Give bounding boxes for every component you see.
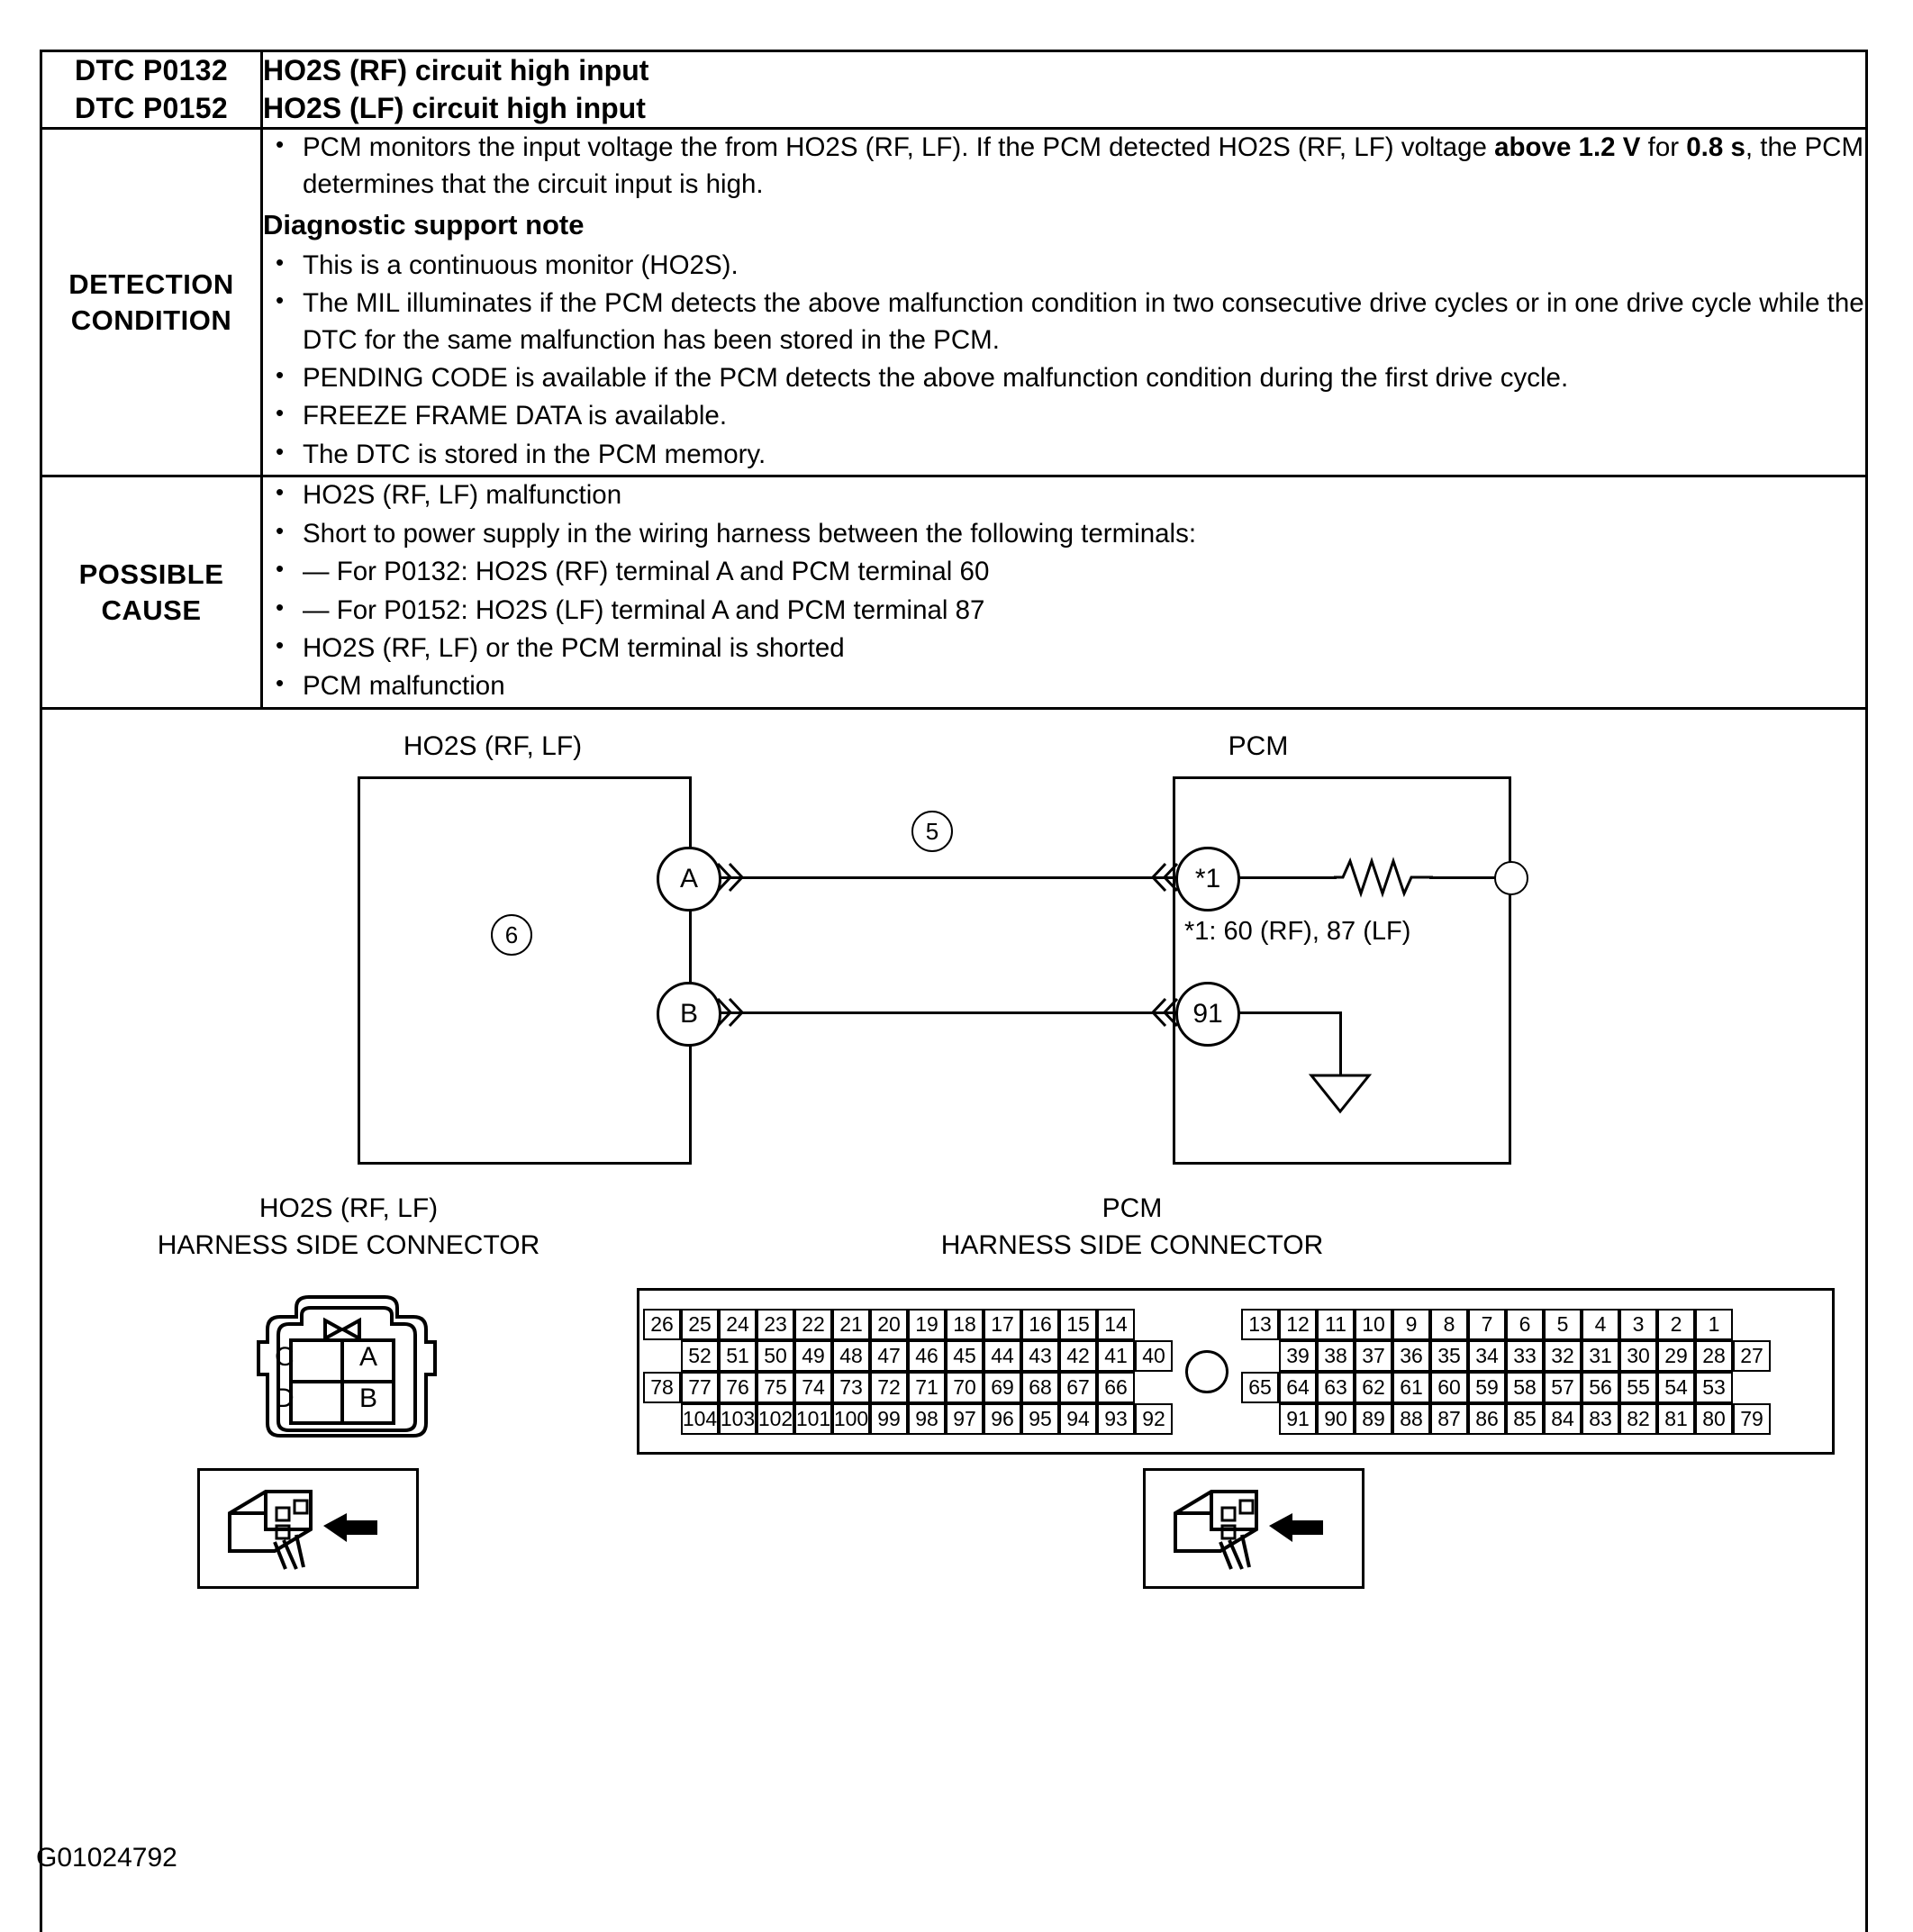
- diagnostic-support-note-list: [263, 248, 1865, 473]
- pin: 74: [794, 1372, 832, 1403]
- pin: 78: [643, 1372, 681, 1403]
- pin: 96: [984, 1403, 1021, 1435]
- detection-condition-label: [41, 129, 262, 476]
- table-row-detection-condition: [41, 129, 1867, 476]
- pin: 37: [1355, 1340, 1392, 1372]
- ho2s-connector-title-line1: HO2S (RF, LF): [258, 1193, 439, 1224]
- pin: 2: [1657, 1309, 1695, 1340]
- pin-spacer: [1241, 1403, 1279, 1435]
- ho2s-reference-marker: 6: [491, 914, 532, 956]
- pin: 15: [1059, 1309, 1097, 1340]
- pin: 51: [719, 1340, 757, 1372]
- pin: 28: [1695, 1340, 1733, 1372]
- pin: 36: [1392, 1340, 1430, 1372]
- pin: 80: [1695, 1403, 1733, 1435]
- pin: 70: [946, 1372, 984, 1403]
- pin: 56: [1582, 1372, 1619, 1403]
- pin: 77: [681, 1372, 719, 1403]
- ho2s-pin-a: A: [359, 1342, 378, 1373]
- pin: 79: [1733, 1403, 1771, 1435]
- pin: 14: [1097, 1309, 1135, 1340]
- pin: 67: [1059, 1372, 1097, 1403]
- pin: 31: [1582, 1340, 1619, 1372]
- pcm-pin-grid-left: [643, 1309, 1173, 1435]
- table-row-header: [41, 51, 1867, 129]
- detection-condition-label-line2: CONDITION: [70, 304, 232, 336]
- pin: 42: [1059, 1340, 1097, 1372]
- list-item: • PCM malfunction: [263, 668, 1865, 704]
- pin-row: [643, 1372, 1173, 1403]
- pin-spacer: [1135, 1372, 1173, 1403]
- pin: 101: [794, 1403, 832, 1435]
- list-item: • Short to power supply in the wiring harness between the following terminals:: [263, 516, 1865, 552]
- pin: 100: [832, 1403, 870, 1435]
- pin: 44: [984, 1340, 1021, 1372]
- pin: 62: [1355, 1372, 1392, 1403]
- detection-threshold-time: 0.8 s: [1686, 132, 1745, 163]
- list-item: • HO2S (RF, LF) malfunction: [263, 477, 1865, 513]
- pin: 99: [870, 1403, 908, 1435]
- pin-spacer: [1135, 1309, 1173, 1340]
- pin: 103: [719, 1403, 757, 1435]
- pin: 21: [832, 1309, 870, 1340]
- list-item: • FREEZE FRAME DATA is available.: [263, 398, 1865, 434]
- pin: 97: [946, 1403, 984, 1435]
- list-item: • HO2S (RF, LF) or the PCM terminal is shorted: [263, 630, 1865, 667]
- pin: 26: [643, 1309, 681, 1340]
- pin: 48: [832, 1340, 870, 1372]
- wiring-diagram-cell: [41, 708, 1867, 1932]
- pin: 82: [1619, 1403, 1657, 1435]
- dtc-description-1: HO2S (RF) circuit high input: [263, 54, 649, 86]
- ho2s-block-title: HO2S (RF, LF): [403, 731, 583, 762]
- pcm-terminal-note: *1: 60 (RF), 87 (LF): [1184, 917, 1411, 947]
- pin: 38: [1317, 1340, 1355, 1372]
- pin: 34: [1468, 1340, 1506, 1372]
- pin: 46: [908, 1340, 946, 1372]
- pin-row: [643, 1340, 1173, 1372]
- ho2s-connector-shell-icon: [242, 1288, 451, 1446]
- pcm-terminal-91: 91: [1175, 982, 1240, 1047]
- pin: 7: [1468, 1309, 1506, 1340]
- possible-cause-list: [263, 477, 1865, 704]
- pin: 88: [1392, 1403, 1430, 1435]
- pin: 20: [870, 1309, 908, 1340]
- list-item: • This is a continuous monitor (HO2S).: [263, 248, 1865, 284]
- pin: 27: [1733, 1340, 1771, 1372]
- detection-threshold-voltage: above 1.2 V: [1494, 132, 1641, 163]
- pin: 86: [1468, 1403, 1506, 1435]
- pcm-block-title: PCM: [1228, 731, 1289, 762]
- dtc-table: [40, 50, 1868, 1932]
- possible-cause-label-line1: POSSIBLE: [78, 558, 224, 590]
- pin: 59: [1468, 1372, 1506, 1403]
- pin: 9: [1392, 1309, 1430, 1340]
- pin-row: [643, 1403, 1173, 1435]
- pin: 40: [1135, 1340, 1173, 1372]
- ho2s-pin-b: B: [359, 1383, 378, 1414]
- pin: 45: [946, 1340, 984, 1372]
- ho2s-component-box: [358, 776, 692, 1165]
- pin: 29: [1657, 1340, 1695, 1372]
- pin: 81: [1657, 1403, 1695, 1435]
- pin: 102: [757, 1403, 794, 1435]
- pcm-connector-pin-grid: [637, 1288, 1835, 1455]
- ground-wire-vertical: [1339, 1011, 1342, 1076]
- pin: 47: [870, 1340, 908, 1372]
- pin: 55: [1619, 1372, 1657, 1403]
- ho2s-terminal-a: A: [657, 847, 721, 912]
- detection-intro-text: PCM monitors the input voltage the from HO2S (RF, LF). If the PCM detected HO2S (RF, LF) voltage: [303, 132, 1487, 163]
- pin: 41: [1097, 1340, 1135, 1372]
- pin: 87: [1430, 1403, 1468, 1435]
- pin: 98: [908, 1403, 946, 1435]
- pin: 10: [1355, 1309, 1392, 1340]
- pin: 95: [1021, 1403, 1059, 1435]
- pcm-internal-wire-right: [1429, 876, 1500, 879]
- pin-row: [1241, 1340, 1771, 1372]
- figure-id: G01024792: [36, 1843, 177, 1873]
- list-item: • The MIL illuminates if the PCM detects the above malfunction condition in two consecutive drive cycles or in one drive cycle while the DTC for the same malfunction has been stored in the PCM.: [263, 286, 1865, 358]
- pcm-connector-title-line1: PCM: [1102, 1193, 1163, 1224]
- pin: 19: [908, 1309, 946, 1340]
- dtc-code-1: DTC P0132: [75, 54, 228, 86]
- ho2s-pin-c: C: [275, 1342, 295, 1373]
- pin-row: [1241, 1372, 1771, 1403]
- pin: 13: [1241, 1309, 1279, 1340]
- dtc-code-cell: [41, 51, 262, 129]
- dtc-code-2: DTC P0152: [75, 91, 228, 124]
- pin-spacer: [643, 1403, 681, 1435]
- detection-condition-list: [263, 130, 1865, 203]
- pin: 72: [870, 1372, 908, 1403]
- pcm-terminal-star1: *1: [1175, 847, 1240, 912]
- pcm-internal-node: [1494, 861, 1528, 895]
- pcm-internal-wire-left: [1233, 876, 1337, 879]
- pin: 24: [719, 1309, 757, 1340]
- pin: 8: [1430, 1309, 1468, 1340]
- pcm-connector-plug-icon: [1156, 1479, 1348, 1578]
- ground-wire-horizontal: [1233, 1011, 1341, 1014]
- pin-row: [1241, 1403, 1771, 1435]
- pin: 22: [794, 1309, 832, 1340]
- pin: 12: [1279, 1309, 1317, 1340]
- pin: 76: [719, 1372, 757, 1403]
- pin: 83: [1582, 1403, 1619, 1435]
- pin-spacer: [1241, 1340, 1279, 1372]
- pin-row: [643, 1309, 1173, 1340]
- pin: 17: [984, 1309, 1021, 1340]
- resistor-symbol: [1334, 854, 1433, 901]
- pin: 90: [1317, 1403, 1355, 1435]
- pin: 93: [1097, 1403, 1135, 1435]
- pin-spacer: [1733, 1372, 1771, 1403]
- pin: 3: [1619, 1309, 1657, 1340]
- list-item: • — For P0132: HO2S (RF) terminal A and PCM terminal 60: [263, 554, 1865, 590]
- pin: 85: [1506, 1403, 1544, 1435]
- pin: 23: [757, 1309, 794, 1340]
- pin: 6: [1506, 1309, 1544, 1340]
- detection-intro-tail: , the PCM determines that the circuit input is high.: [303, 132, 1864, 199]
- pin: 35: [1430, 1340, 1468, 1372]
- connector-alignment-hole-icon: [1185, 1350, 1228, 1393]
- pcm-connector-title-line2: HARNESS SIDE CONNECTOR: [940, 1230, 1324, 1261]
- list-item: [263, 130, 1865, 203]
- ho2s-connector-plug-icon: [210, 1479, 403, 1578]
- table-row-possible-cause: [41, 476, 1867, 708]
- possible-cause-content: [262, 476, 1867, 708]
- pin: 30: [1619, 1340, 1657, 1372]
- pin: 68: [1021, 1372, 1059, 1403]
- pin: 84: [1544, 1403, 1582, 1435]
- ho2s-pin-d: D: [275, 1383, 295, 1414]
- wire-reference-marker: 5: [911, 811, 953, 852]
- ho2s-terminal-b: B: [657, 982, 721, 1047]
- wiring-diagram: [42, 712, 1865, 1932]
- ground-symbol-icon: [1308, 1072, 1373, 1115]
- pin: 61: [1392, 1372, 1430, 1403]
- dtc-description-2: HO2S (LF) circuit high input: [263, 91, 646, 124]
- pin: 52: [681, 1340, 719, 1372]
- pin: 58: [1506, 1372, 1544, 1403]
- table-row-wiring-diagram: [41, 708, 1867, 1932]
- pin: 75: [757, 1372, 794, 1403]
- detection-condition-label-line1: DETECTION: [68, 268, 234, 301]
- list-item: • PENDING CODE is available if the PCM detects the above malfunction condition during the first drive cycle.: [263, 360, 1865, 396]
- pin: 53: [1695, 1372, 1733, 1403]
- pin: 39: [1279, 1340, 1317, 1372]
- pin: 57: [1544, 1372, 1582, 1403]
- pin: 60: [1430, 1372, 1468, 1403]
- detection-condition-content: [262, 129, 1867, 476]
- pin-spacer: [1733, 1309, 1771, 1340]
- pin-row: [1241, 1309, 1771, 1340]
- pin: 66: [1097, 1372, 1135, 1403]
- pin: 5: [1544, 1309, 1582, 1340]
- pin: 32: [1544, 1340, 1582, 1372]
- possible-cause-label-line2: CAUSE: [101, 594, 202, 626]
- pin: 69: [984, 1372, 1021, 1403]
- diagnostic-support-note-heading: Diagnostic support note: [263, 209, 585, 240]
- detection-intro-mid: for: [1640, 132, 1687, 163]
- pin: 92: [1135, 1403, 1173, 1435]
- pin: 54: [1657, 1372, 1695, 1403]
- pin: 1: [1695, 1309, 1733, 1340]
- pin: 71: [908, 1372, 946, 1403]
- pin: 91: [1279, 1403, 1317, 1435]
- dtc-description-cell: [262, 51, 1867, 129]
- wire-signal-line: [714, 876, 1183, 879]
- pin: 63: [1317, 1372, 1355, 1403]
- possible-cause-label: [41, 476, 262, 708]
- pin: 89: [1355, 1403, 1392, 1435]
- pin: 73: [832, 1372, 870, 1403]
- pin: 33: [1506, 1340, 1544, 1372]
- wire-ground-line: [714, 1011, 1183, 1014]
- pin: 43: [1021, 1340, 1059, 1372]
- pin: 94: [1059, 1403, 1097, 1435]
- pin: 49: [794, 1340, 832, 1372]
- pcm-pin-grid-right: [1241, 1309, 1771, 1435]
- pin: 18: [946, 1309, 984, 1340]
- pin: 16: [1021, 1309, 1059, 1340]
- pin: 104: [681, 1403, 719, 1435]
- pin: 25: [681, 1309, 719, 1340]
- pin: 64: [1279, 1372, 1317, 1403]
- list-item: • — For P0152: HO2S (LF) terminal A and PCM terminal 87: [263, 593, 1865, 629]
- pin: 4: [1582, 1309, 1619, 1340]
- pin: 11: [1317, 1309, 1355, 1340]
- list-item: • The DTC is stored in the PCM memory.: [263, 437, 1865, 473]
- pin-spacer: [643, 1340, 681, 1372]
- ho2s-connector-title-line2: HARNESS SIDE CONNECTOR: [157, 1230, 540, 1261]
- pin: 65: [1241, 1372, 1279, 1403]
- pin: 50: [757, 1340, 794, 1372]
